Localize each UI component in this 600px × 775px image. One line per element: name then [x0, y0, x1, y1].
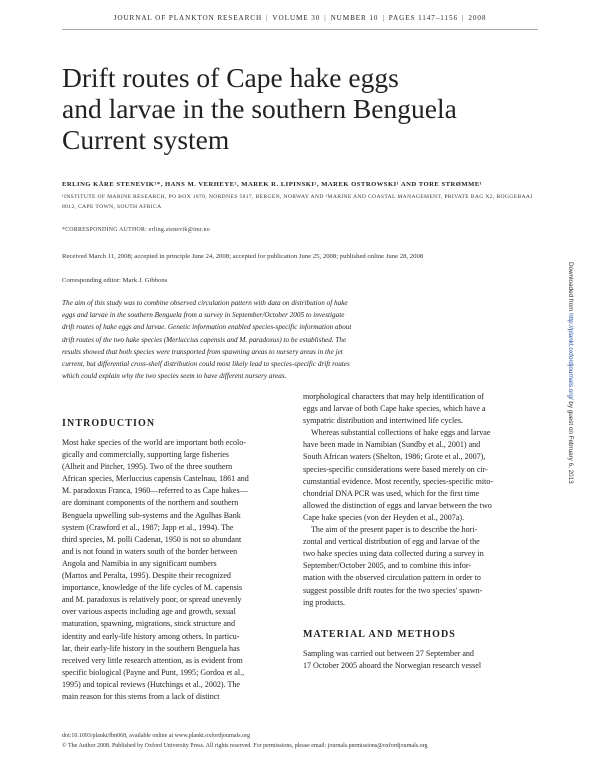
journal-volume: VOLUME 30 — [272, 14, 321, 22]
body-line: and M. paradoxus is relatively poor, or spread unevenly — [62, 595, 242, 605]
body-line: 1995) and topical reviews (Hutchings et al., 2002). The — [62, 679, 240, 689]
right-column-body — [303, 391, 538, 609]
title-line: Current system — [62, 124, 230, 155]
body-line: and is not found in waters south of the border between — [62, 546, 238, 556]
abstract-line: drift routes of hake eggs and larvae. Genetic information enabled species-specific information about — [62, 323, 352, 332]
abstract-line: The aim of this study was to combine observed circulation pattern with data on distribution of hake — [62, 299, 348, 307]
abstract-line: eggs and larvae in the southern Benguela from a survey in September/October 2005 to investigate — [62, 311, 345, 320]
methods-heading: MATERIAL AND METHODS — [303, 629, 456, 640]
body-line: species-specific considerations were based merely on cir- — [303, 464, 488, 474]
abstract-line: current, but differential cross-shelf distribution could most likely lead to species-specific drift routes — [62, 360, 350, 369]
download-link[interactable]: http://plankt.oxfordjournals.org/ — [567, 313, 574, 400]
body-line: The aim of the present paper is to describe the hori- — [311, 525, 478, 535]
abstract-line: which could explain why the two species seem to have different nursery areas. — [62, 372, 287, 381]
abstract-line: drift routes of the two hake species (Merluccius capensis and M. paradoxus) to be established. The — [62, 335, 347, 344]
body-line: 17 October 2005 aboard the Norwegian research vessel — [303, 661, 482, 671]
body-line: mation with the observed circulation pattern in order to — [303, 573, 481, 583]
body-line: suggest possible drift routes for the two species' spawn- — [303, 585, 483, 595]
affiliations — [62, 192, 538, 212]
doi-line: doi:10.1093/plankt/fbn068, available online at www.plankt.oxfordjournals.org — [62, 733, 250, 739]
body-line: over various aspects including age and growth, sexual — [62, 607, 236, 617]
affiliation-line: 8012, CAPE TOWN, SOUTH AFRICA — [62, 204, 162, 210]
body-line: South African waters (Shelton, 1986; Grote et al., 2007), — [303, 452, 486, 462]
body-line: specific biological (Payne and Punt, 1995; Gordoa et al., — [62, 667, 245, 677]
body-line: zontal and vertical distribution of egg and larvae of the — [303, 537, 480, 547]
footer — [62, 731, 538, 751]
article-title — [62, 62, 502, 155]
body-line: identity and early-life history among others. In particu- — [62, 631, 240, 641]
body-line: received very little research attention, as is evident from — [62, 655, 243, 665]
body-line: morphological characters that may help identification of — [303, 392, 484, 401]
download-note — [567, 262, 574, 484]
introduction-heading: INTRODUCTION — [62, 418, 156, 429]
download-note-prefix: Downloaded from — [567, 262, 574, 314]
journal-name: JOURNAL OF PLANKTON RESEARCH — [113, 14, 263, 22]
body-line: M. paradoxus Franca, 1960—referred to as Cape hakes— — [62, 486, 248, 496]
affiliation-line: ¹INSTITUTE OF MARINE RESEARCH, PO BOX 1870, NORDNES 5817, BERGEN, NORWAY AND ²MARINE AND COASTAL MANAGEMENT, PRIVATE BAG X2, ROGGEBAAI — [62, 194, 533, 200]
journal-number: NUMBER 10 — [330, 14, 379, 22]
body-line: lar, their early-life history in the southern Benguela has — [62, 643, 240, 653]
body-line: Whereas substantial collections of hake eggs and larvae — [311, 428, 491, 438]
body-line: are dominant components of the northern and southern — [62, 498, 239, 508]
abstract-line: results showed that both species were transported from spawning areas to nursery areas in the jet — [62, 347, 343, 356]
title-line: and larvae in the southern Benguela — [62, 93, 457, 124]
introduction-body — [62, 437, 295, 703]
title-line: Drift routes of Cape hake eggs — [62, 62, 399, 93]
body-line: sympatric distribution and intertwined life cycles. — [303, 416, 464, 426]
journal-header: JOURNAL OF PLANKTON RESEARCH | VOLUME 30 | NUMBER 10 | PAGES 1147–1156 | 2008 — [113, 14, 487, 22]
abstract — [62, 297, 392, 382]
methods-body — [303, 648, 538, 672]
body-line: cumstantial evidence. Most recently, species-specific mito- — [303, 476, 494, 486]
corresponding-email[interactable]: erling.stenevik@imr.no — [148, 227, 210, 233]
body-line: Angola and Namibia in any significant numbers — [62, 558, 217, 568]
body-line: eggs and larvae of both Cape hake species, which have a — [303, 404, 486, 414]
corresponding-editor: Corresponding editor: Mark J. Gibbons — [62, 277, 168, 284]
body-line: Sampling was carried out between 27 September and — [303, 649, 474, 658]
header-rule — [62, 29, 538, 30]
body-line: African species, Merluccius capensis Castelnau, 1861 and — [62, 474, 249, 484]
body-line: maturation, spawning, migrations, stock structure and — [62, 619, 235, 629]
body-line: gically and commercially, supporting large fisheries — [62, 450, 229, 460]
body-line: Cape hake species (von der Heyden et al., 2007a). — [303, 512, 465, 522]
body-line: (Alheit and Pitcher, 1995). Two of the three southern — [62, 462, 233, 472]
body-line: Benguela upwelling sub-systems and the Agulhas Bank — [62, 510, 241, 520]
body-line: September/October 2005, and to combine this infor- — [303, 561, 472, 571]
received-dates: Received March 11, 2008; accepted in principle June 24, 2008; accepted for publication June 25, 2008; published online June 28, 2008 — [62, 253, 424, 260]
body-line: Most hake species of the world are important both ecolo- — [62, 438, 246, 447]
body-line: ing products. — [303, 597, 346, 607]
body-line: third species, M. polli Cadenat, 1950 is not so abundant — [62, 534, 242, 544]
download-note-suffix: by guest on February 6, 2013 — [567, 399, 574, 484]
body-line: two hake species using data collected during a survey in — [303, 549, 484, 559]
journal-pages: PAGES 1147–1156 — [388, 14, 458, 22]
journal-year: 2008 — [468, 14, 487, 22]
body-line: chondrial DNA PCR was used, which for the first time — [303, 488, 480, 498]
body-line: importance, knowledge of the life cycles of M. capensis — [62, 583, 243, 593]
body-line: have been made in Namibian (Sundby et al., 2001) and — [303, 440, 481, 450]
body-line: system (Crawford et al., 1987; Japp et al., 1994). The — [62, 522, 234, 532]
body-line: allowed the distinction of eggs and larvae between the two — [303, 500, 492, 510]
corresponding-label: *CORRESPONDING AUTHOR: — [62, 227, 148, 233]
author-list: ERLING KÅRE STENEVIK¹*, HANS M. VERHEYE², MAREK R. LIPINSKI², MAREK OSTROWSKI¹ AND TORE STRØMME¹ — [62, 181, 483, 188]
corresponding-author — [62, 227, 538, 233]
copyright-line: © The Author 2008. Published by Oxford University Press. All rights reserved. For permissions, please email: journals.permissions@oxfordjournals.org — [62, 743, 428, 749]
body-line: (Martos and Peralta, 1995). Despite their recognized — [62, 571, 231, 581]
body-line: main reason for this stems from a lack of distinct — [62, 691, 220, 701]
